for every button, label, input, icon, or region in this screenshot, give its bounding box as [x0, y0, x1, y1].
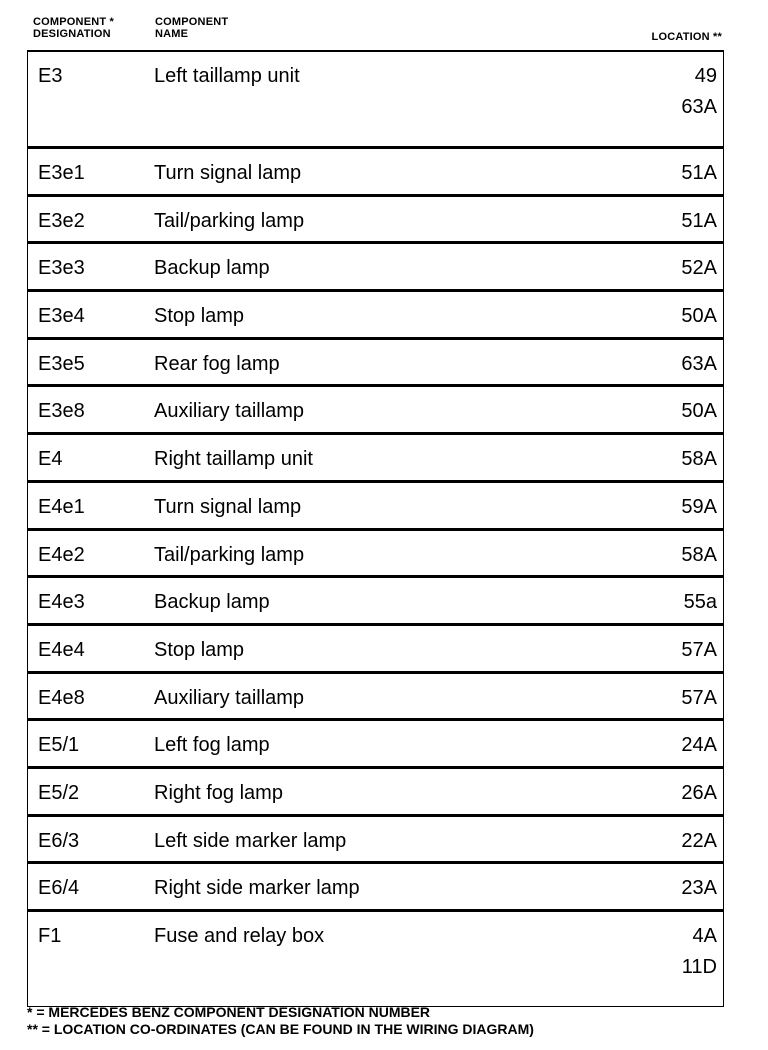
component-location: [637, 447, 717, 478]
component-designation: E4e8: [38, 686, 85, 709]
component-designation: E4: [38, 448, 63, 471]
table-row: [27, 529, 724, 577]
table-row: [27, 338, 724, 386]
location-coordinate: 24A: [681, 734, 717, 757]
table-row: [27, 50, 724, 147]
location-coordinate: 59A: [681, 495, 717, 518]
location-coordinate: 49: [694, 65, 717, 87]
designation-header-line-2: DESIGNATION: [33, 28, 111, 40]
component-location: [637, 352, 717, 383]
component-location: [637, 829, 717, 860]
component-name: Stop lamp: [154, 638, 245, 661]
table-row: [27, 290, 724, 338]
location-coordinate: 11D: [681, 956, 717, 978]
component-location: [637, 161, 717, 192]
location-coordinate: 22A: [681, 829, 717, 852]
component-name: Fuse and relay box: [154, 925, 325, 947]
footnote-location: ** = LOCATION CO-ORDINATES (CAN BE FOUND IN THE WIRING DIAGRAM): [27, 1021, 534, 1037]
component-name: Backup lamp: [154, 257, 270, 280]
component-location: [637, 256, 717, 287]
component-designation: E3: [38, 65, 63, 87]
component-location: [637, 399, 717, 430]
component-location: [637, 733, 717, 764]
component-designation: E4e2: [38, 543, 85, 566]
component-name: Auxiliary taillamp: [154, 400, 305, 423]
table-row: [27, 147, 724, 195]
location-coordinate: 57A: [681, 638, 717, 661]
component-location: [637, 64, 717, 126]
location-coordinate: 52A: [681, 257, 717, 280]
name-header-line-1: COMPONENT: [155, 16, 229, 28]
component-name: Auxiliary taillamp: [154, 686, 305, 709]
component-location: [637, 495, 717, 526]
table-row: [27, 242, 724, 290]
component-designation: E3e3: [38, 257, 85, 280]
component-name: Turn signal lamp: [154, 162, 302, 184]
component-location: [637, 209, 717, 240]
component-name: Right taillamp unit: [154, 448, 313, 471]
component-designation: E4e3: [38, 591, 85, 614]
table-row: [27, 815, 724, 863]
component-name: Stop lamp: [154, 305, 245, 328]
component-designation: E3e2: [38, 209, 85, 232]
component-name: Left fog lamp: [154, 734, 270, 757]
table-row: [27, 385, 724, 433]
table-row: [27, 433, 724, 481]
location-coordinate: 4A: [692, 925, 717, 947]
component-location: [637, 781, 717, 812]
name-header-line-2: NAME: [155, 28, 189, 40]
component-name: Right side marker lamp: [154, 877, 360, 900]
location-coordinate: 58A: [681, 543, 717, 566]
component-designation: E4e4: [38, 638, 85, 661]
location-coordinate: 57A: [681, 686, 717, 709]
component-designation: E5/2: [38, 781, 80, 804]
table-header: [0, 16, 768, 50]
component-designation: E5/1: [38, 734, 80, 757]
table-row: [27, 576, 724, 624]
component-name: Right fog lamp: [154, 781, 283, 804]
component-location: [637, 876, 717, 907]
designation-column-header: [33, 16, 143, 40]
name-column-header: [155, 16, 355, 40]
location-coordinate: 55a: [683, 591, 717, 614]
component-location: [637, 304, 717, 335]
component-name: Rear fog lamp: [154, 352, 280, 375]
location-coordinate: 58A: [681, 448, 717, 471]
component-designation: E3e1: [38, 162, 85, 184]
component-designation: E3e8: [38, 400, 85, 423]
component-name: Tail/parking lamp: [154, 209, 305, 232]
component-location: [637, 543, 717, 574]
table-row: [27, 910, 724, 1007]
component-name: Backup lamp: [154, 591, 270, 614]
component-name: Turn signal lamp: [154, 495, 302, 518]
component-location: [637, 686, 717, 717]
component-designation: E3e4: [38, 305, 85, 328]
component-designation: E6/4: [38, 877, 80, 900]
table-row: [27, 624, 724, 672]
table-row: [27, 481, 724, 529]
table-row: [27, 195, 724, 243]
component-name: Left taillamp unit: [154, 65, 300, 87]
component-designation: E4e1: [38, 495, 85, 518]
footnotes: [27, 1004, 767, 1038]
table-row: [27, 672, 724, 720]
location-column-header: LOCATION **: [651, 31, 722, 43]
component-location: [637, 590, 717, 621]
designation-header-line-1: COMPONENT *: [33, 16, 115, 28]
location-coordinate: 51A: [681, 209, 717, 232]
location-coordinate: 50A: [681, 400, 717, 423]
component-name: Left side marker lamp: [154, 829, 347, 852]
location-coordinate: 26A: [681, 781, 717, 804]
component-location: [637, 924, 717, 986]
table-row: [27, 862, 724, 910]
component-designation: E6/3: [38, 829, 80, 852]
component-designation: F1: [38, 925, 62, 947]
location-coordinate: 50A: [681, 305, 717, 328]
component-table: [27, 50, 724, 1007]
location-coordinate: 63A: [681, 352, 717, 375]
component-name: Tail/parking lamp: [154, 543, 305, 566]
table-row: [27, 767, 724, 815]
location-coordinate: 63A: [681, 96, 717, 118]
footnote-designation: * = MERCEDES BENZ COMPONENT DESIGNATION NUMBER: [27, 1004, 431, 1020]
component-location: [637, 638, 717, 669]
location-coordinate: 23A: [681, 877, 717, 900]
location-coordinate: 51A: [681, 162, 717, 184]
component-designation: E3e5: [38, 352, 85, 375]
table-row: [27, 719, 724, 767]
